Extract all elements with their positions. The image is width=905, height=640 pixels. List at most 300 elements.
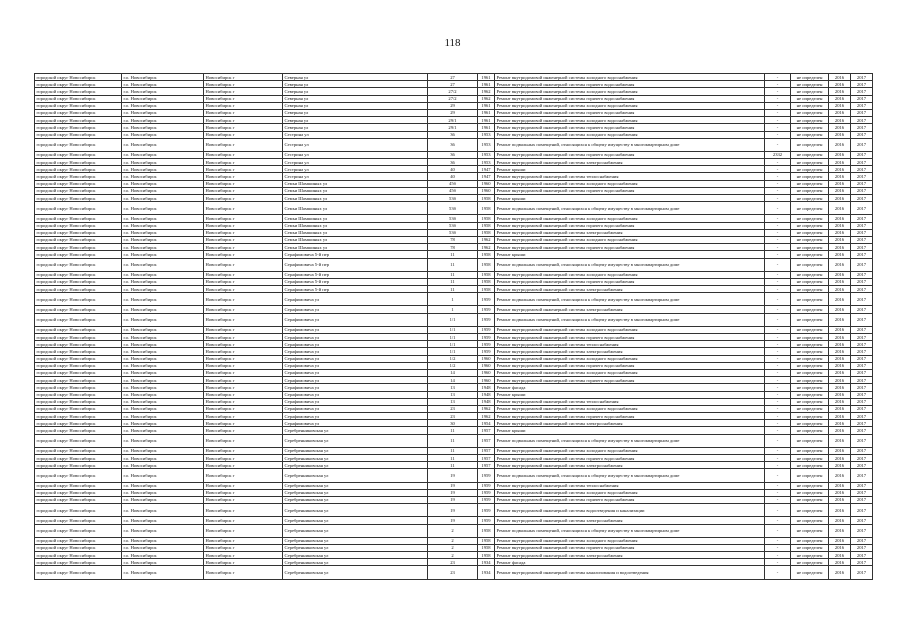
cell-locality: Новосибирск г: [204, 369, 283, 376]
cell-cost: не определен: [791, 469, 829, 482]
cell-municipality: городской округ Новосибирск: [35, 251, 122, 258]
cell-municipality: городской округ Новосибирск: [35, 434, 122, 447]
cell-urban-district: г.о. Новосибирск: [122, 180, 204, 187]
cell-year-end: 2017: [851, 313, 873, 326]
cell-work-type: Ремонт фасада: [495, 559, 765, 566]
cell-house-number: 11: [428, 447, 478, 454]
cell-year-end: 2017: [851, 537, 873, 544]
cell-cost: не определен: [791, 88, 829, 95]
cell-area: -: [765, 413, 791, 420]
cell-street: Сестрина ул: [283, 151, 428, 158]
cell-year-start: 2016: [829, 215, 851, 222]
cell-year-end: 2017: [851, 109, 873, 116]
cell-work-type: Ремонт внутридомовой инженерной системы горячего водоснабжения: [495, 362, 765, 369]
cell-municipality: городской округ Новосибирск: [35, 355, 122, 362]
cell-locality: Новосибирск г: [204, 229, 283, 236]
cell-year-end: 2017: [851, 306, 873, 313]
cell-year-start: 2016: [829, 504, 851, 517]
table-row: [35, 244, 873, 251]
table-row: [35, 413, 873, 420]
cell-year-start: 2016: [829, 334, 851, 341]
table-row: [35, 131, 873, 138]
cell-house-number: 11: [428, 258, 478, 271]
cell-work-type: Ремонт внутридомовой инженерной системы горячего водоснабжения: [495, 334, 765, 341]
cell-street: Серебренниковская ул: [283, 537, 428, 544]
cell-build-year: 1957: [478, 462, 495, 469]
cell-year-start: 2016: [829, 180, 851, 187]
cell-area: -: [765, 489, 791, 496]
cell-year-start: 2016: [829, 524, 851, 537]
cell-municipality: городской округ Новосибирск: [35, 95, 122, 102]
cell-cost: не определен: [791, 258, 829, 271]
cell-cost: не определен: [791, 462, 829, 469]
cell-urban-district: г.о. Новосибирск: [122, 377, 204, 384]
cell-build-year: 1959: [478, 348, 495, 355]
cell-area: -: [765, 293, 791, 306]
cell-cost: не определен: [791, 391, 829, 398]
cell-area: -: [765, 74, 791, 81]
cell-house-number: 23: [428, 559, 478, 566]
cell-year-start: 2016: [829, 391, 851, 398]
cell-street: Серебренниковская ул: [283, 469, 428, 482]
cell-year-end: 2017: [851, 496, 873, 503]
cell-urban-district: г.о. Новосибирск: [122, 391, 204, 398]
cell-year-end: 2017: [851, 151, 873, 158]
cell-year-start: 2016: [829, 348, 851, 355]
cell-house-number: 29: [428, 109, 478, 116]
cell-urban-district: г.о. Новосибирск: [122, 341, 204, 348]
cell-year-start: 2016: [829, 278, 851, 285]
cell-municipality: городской округ Новосибирск: [35, 469, 122, 482]
cell-build-year: 1953: [478, 138, 495, 151]
cell-house-number: 45б: [428, 180, 478, 187]
cell-house-number: 11: [428, 455, 478, 462]
cell-area: -: [765, 355, 791, 362]
cell-municipality: городской округ Новосибирск: [35, 138, 122, 151]
cell-municipality: городской округ Новосибирск: [35, 195, 122, 202]
cell-cost: не определен: [791, 334, 829, 341]
cell-cost: не определен: [791, 420, 829, 427]
cell-street: Серебренниковская ул: [283, 434, 428, 447]
cell-year-end: 2017: [851, 552, 873, 559]
cell-street: Семьи Шамшиных ул: [283, 244, 428, 251]
cell-cost: не определен: [791, 355, 829, 362]
cell-street: Серебренниковская ул: [283, 552, 428, 559]
cell-year-start: 2016: [829, 552, 851, 559]
cell-year-start: 2016: [829, 496, 851, 503]
cell-build-year: 1959: [478, 306, 495, 313]
cell-build-year: 1953: [478, 131, 495, 138]
cell-cost: не определен: [791, 552, 829, 559]
table-row: [35, 559, 873, 566]
cell-house-number: 19: [428, 469, 478, 482]
cell-area: -: [765, 566, 791, 579]
cell-urban-district: г.о. Новосибирск: [122, 81, 204, 88]
table-row: [35, 362, 873, 369]
cell-work-type: Ремонт подвальных помещений, относящихся к общему имуществу в многоквартирном доме: [495, 469, 765, 482]
cell-build-year: 1959: [478, 496, 495, 503]
cell-cost: не определен: [791, 229, 829, 236]
table-row: [35, 326, 873, 333]
cell-year-start: 2016: [829, 566, 851, 579]
cell-urban-district: г.о. Новосибирск: [122, 251, 204, 258]
cell-locality: Новосибирск г: [204, 173, 283, 180]
cell-area: 2332: [765, 151, 791, 158]
cell-year-end: 2017: [851, 517, 873, 524]
cell-year-start: 2016: [829, 462, 851, 469]
table-row: [35, 88, 873, 95]
cell-cost: не определен: [791, 117, 829, 124]
cell-cost: не определен: [791, 151, 829, 158]
cell-year-end: 2017: [851, 566, 873, 579]
cell-work-type: Ремонт крыши: [495, 166, 765, 173]
cell-municipality: городской округ Новосибирск: [35, 215, 122, 222]
cell-build-year: 1958: [478, 286, 495, 293]
cell-municipality: городской округ Новосибирск: [35, 482, 122, 489]
cell-year-end: 2017: [851, 236, 873, 243]
cell-area: -: [765, 362, 791, 369]
cell-cost: не определен: [791, 362, 829, 369]
cell-work-type: Ремонт внутридомовой инженерной системы горячего водоснабжения: [495, 124, 765, 131]
cell-work-type: Ремонт внутридомовой инженерной системы холодного водоснабжения: [495, 88, 765, 95]
cell-work-type: Ремонт подвальных помещений, относящихся к общему имуществу в многоквартирном доме: [495, 202, 765, 215]
cell-work-type: Ремонт внутридомовой инженерной системы горячего водоснабжения: [495, 244, 765, 251]
table-row: [35, 341, 873, 348]
cell-locality: Новосибирск г: [204, 74, 283, 81]
cell-cost: не определен: [791, 124, 829, 131]
cell-house-number: 23: [428, 405, 478, 412]
cell-house-number: 1: [428, 293, 478, 306]
cell-area: -: [765, 326, 791, 333]
cell-locality: Новосибирск г: [204, 420, 283, 427]
cell-house-number: 1/1: [428, 326, 478, 333]
cell-year-start: 2016: [829, 398, 851, 405]
cell-build-year: 1962: [478, 405, 495, 412]
table-row: [35, 489, 873, 496]
cell-cost: не определен: [791, 377, 829, 384]
cell-build-year: 1958: [478, 251, 495, 258]
cell-cost: не определен: [791, 195, 829, 202]
cell-work-type: Ремонт внутридомовой инженерной системы горячего водоснабжения: [495, 81, 765, 88]
cell-street: Серафимовича ул: [283, 355, 428, 362]
cell-build-year: 1958: [478, 215, 495, 222]
cell-municipality: городской округ Новосибирск: [35, 180, 122, 187]
table-row: [35, 405, 873, 412]
cell-year-start: 2016: [829, 88, 851, 95]
cell-house-number: 23: [428, 413, 478, 420]
cell-street: Серафимовича ул: [283, 384, 428, 391]
cell-municipality: городской округ Новосибирск: [35, 187, 122, 194]
cell-area: -: [765, 427, 791, 434]
cell-urban-district: г.о. Новосибирск: [122, 124, 204, 131]
cell-locality: Новосибирск г: [204, 434, 283, 447]
cell-urban-district: г.о. Новосибирск: [122, 504, 204, 517]
cell-locality: Новосибирск г: [204, 244, 283, 251]
cell-house-number: 11: [428, 462, 478, 469]
cell-year-end: 2017: [851, 455, 873, 462]
cell-year-start: 2016: [829, 151, 851, 158]
cell-build-year: 1958: [478, 271, 495, 278]
cell-year-end: 2017: [851, 405, 873, 412]
cell-cost: не определен: [791, 109, 829, 116]
cell-year-end: 2017: [851, 341, 873, 348]
cell-build-year: 1947: [478, 166, 495, 173]
table-row: [35, 369, 873, 376]
table-row: [35, 355, 873, 362]
cell-area: -: [765, 306, 791, 313]
cell-urban-district: г.о. Новосибирск: [122, 369, 204, 376]
cell-build-year: 1962: [478, 95, 495, 102]
cell-area: -: [765, 504, 791, 517]
table-row: [35, 215, 873, 222]
cell-cost: не определен: [791, 544, 829, 551]
cell-house-number: 36: [428, 131, 478, 138]
cell-build-year: 1962: [478, 244, 495, 251]
cell-work-type: Ремонт внутридомовой инженерной системы холодного водоснабжения: [495, 215, 765, 222]
cell-year-end: 2017: [851, 427, 873, 434]
cell-municipality: городской округ Новосибирск: [35, 552, 122, 559]
cell-municipality: городской округ Новосибирск: [35, 504, 122, 517]
cell-street: Серебренниковская ул: [283, 524, 428, 537]
cell-area: -: [765, 420, 791, 427]
cell-municipality: городской округ Новосибирск: [35, 88, 122, 95]
cell-street: Серебренниковская ул: [283, 544, 428, 551]
cell-build-year: 1959: [478, 313, 495, 326]
table-row: [35, 482, 873, 489]
cell-house-number: 40: [428, 173, 478, 180]
cell-year-start: 2016: [829, 187, 851, 194]
table-row: [35, 195, 873, 202]
cell-build-year: 1958: [478, 258, 495, 271]
cell-street: Семьи Шамшиных ул: [283, 202, 428, 215]
cell-work-type: Ремонт внутридомовой инженерной системы электроснабжения: [495, 462, 765, 469]
cell-house-number: 45б: [428, 187, 478, 194]
cell-year-end: 2017: [851, 187, 873, 194]
cell-urban-district: г.о. Новосибирск: [122, 384, 204, 391]
cell-year-start: 2016: [829, 469, 851, 482]
cell-urban-district: г.о. Новосибирск: [122, 195, 204, 202]
cell-urban-district: г.о. Новосибирск: [122, 559, 204, 566]
cell-house-number: 1/1: [428, 341, 478, 348]
cell-municipality: городской округ Новосибирск: [35, 377, 122, 384]
cell-work-type: Ремонт внутридомовой инженерной системы холодного водоснабжения: [495, 74, 765, 81]
cell-area: -: [765, 455, 791, 462]
cell-year-start: 2016: [829, 159, 851, 166]
cell-house-number: 19: [428, 489, 478, 496]
cell-area: -: [765, 482, 791, 489]
cell-area: -: [765, 173, 791, 180]
cell-area: -: [765, 117, 791, 124]
table-row: [35, 447, 873, 454]
cell-cost: не определен: [791, 313, 829, 326]
cell-street: Серебренниковская ул: [283, 504, 428, 517]
cell-area: -: [765, 405, 791, 412]
cell-year-end: 2017: [851, 524, 873, 537]
table-row: [35, 202, 873, 215]
cell-area: -: [765, 202, 791, 215]
cell-area: -: [765, 180, 791, 187]
cell-year-end: 2017: [851, 180, 873, 187]
cell-urban-district: г.о. Новосибирск: [122, 455, 204, 462]
cell-urban-district: г.о. Новосибирск: [122, 88, 204, 95]
cell-year-start: 2016: [829, 355, 851, 362]
cell-build-year: 1961: [478, 74, 495, 81]
cell-year-end: 2017: [851, 159, 873, 166]
cell-house-number: 2: [428, 537, 478, 544]
cell-municipality: городской округ Новосибирск: [35, 159, 122, 166]
cell-build-year: 1958: [478, 278, 495, 285]
cell-municipality: городской округ Новосибирск: [35, 326, 122, 333]
table-row: [35, 434, 873, 447]
cell-locality: Новосибирск г: [204, 517, 283, 524]
cell-build-year: 1953: [478, 151, 495, 158]
cell-urban-district: г.о. Новосибирск: [122, 405, 204, 412]
cell-urban-district: г.о. Новосибирск: [122, 334, 204, 341]
cell-year-end: 2017: [851, 544, 873, 551]
cell-municipality: городской округ Новосибирск: [35, 369, 122, 376]
table-row: [35, 271, 873, 278]
table-row: [35, 222, 873, 229]
cell-area: -: [765, 469, 791, 482]
cell-municipality: городской округ Новосибирск: [35, 489, 122, 496]
cell-build-year: 1960: [478, 369, 495, 376]
cell-urban-district: г.о. Новосибирск: [122, 117, 204, 124]
cell-house-number: 11: [428, 278, 478, 285]
cell-build-year: 1948: [478, 398, 495, 405]
cell-municipality: городской округ Новосибирск: [35, 173, 122, 180]
cell-year-end: 2017: [851, 95, 873, 102]
cell-locality: Новосибирск г: [204, 334, 283, 341]
cell-year-start: 2016: [829, 313, 851, 326]
table-row: [35, 187, 873, 194]
cell-municipality: городской округ Новосибирск: [35, 391, 122, 398]
cell-work-type: Ремонт подвальных помещений, относящихся к общему имуществу в многоквартирном доме: [495, 434, 765, 447]
cell-urban-district: г.о. Новосибирск: [122, 482, 204, 489]
cell-urban-district: г.о. Новосибирск: [122, 244, 204, 251]
cell-work-type: Ремонт внутридомовой инженерной системы горячего водоснабжения: [495, 377, 765, 384]
cell-house-number: 19: [428, 496, 478, 503]
cell-locality: Новосибирск г: [204, 455, 283, 462]
cell-urban-district: г.о. Новосибирск: [122, 236, 204, 243]
cell-locality: Новосибирск г: [204, 306, 283, 313]
cell-municipality: городской округ Новосибирск: [35, 362, 122, 369]
cell-year-start: 2016: [829, 559, 851, 566]
table-row: [35, 384, 873, 391]
cell-municipality: городской округ Новосибирск: [35, 236, 122, 243]
cell-year-end: 2017: [851, 447, 873, 454]
cell-municipality: городской округ Новосибирск: [35, 271, 122, 278]
cell-cost: не определен: [791, 222, 829, 229]
cell-work-type: Ремонт внутридомовой инженерной системы электроснабжения: [495, 306, 765, 313]
cell-municipality: городской округ Новосибирск: [35, 74, 122, 81]
cell-year-end: 2017: [851, 166, 873, 173]
cell-house-number: 2: [428, 544, 478, 551]
cell-street: Серафимовича ул: [283, 362, 428, 369]
cell-work-type: Ремонт внутридомовой инженерной системы холодного водоснабжения: [495, 355, 765, 362]
cell-cost: не определен: [791, 251, 829, 258]
cell-area: -: [765, 131, 791, 138]
cell-house-number: 40: [428, 166, 478, 173]
cell-locality: Новосибирск г: [204, 222, 283, 229]
cell-area: -: [765, 377, 791, 384]
cell-cost: не определен: [791, 244, 829, 251]
cell-work-type: Ремонт внутридомовой инженерной системы горячего водоснабжения: [495, 496, 765, 503]
cell-house-number: 36: [428, 138, 478, 151]
table-row: [35, 229, 873, 236]
cell-municipality: городской округ Новосибирск: [35, 398, 122, 405]
cell-cost: не определен: [791, 187, 829, 194]
cell-street: Серебренниковская ул: [283, 455, 428, 462]
cell-urban-district: г.о. Новосибирск: [122, 348, 204, 355]
cell-year-end: 2017: [851, 559, 873, 566]
cell-locality: Новосибирск г: [204, 202, 283, 215]
table-row: [35, 293, 873, 306]
cell-locality: Новосибирск г: [204, 286, 283, 293]
cell-locality: Новосибирск г: [204, 81, 283, 88]
cell-area: -: [765, 286, 791, 293]
cell-street: Серафимовича 5-й пер: [283, 251, 428, 258]
cell-area: -: [765, 95, 791, 102]
cell-house-number: 1/1: [428, 334, 478, 341]
cell-municipality: городской округ Новосибирск: [35, 286, 122, 293]
cell-municipality: городской округ Новосибирск: [35, 420, 122, 427]
cell-urban-district: г.о. Новосибирск: [122, 566, 204, 579]
cell-work-type: Ремонт внутридомовой инженерной системы теплоснабжения: [495, 398, 765, 405]
cell-street: Серафимовича ул: [283, 420, 428, 427]
cell-locality: Новосибирск г: [204, 469, 283, 482]
cell-locality: Новосибирск г: [204, 504, 283, 517]
cell-work-type: Ремонт крыши: [495, 391, 765, 398]
cell-year-start: 2016: [829, 405, 851, 412]
cell-cost: не определен: [791, 566, 829, 579]
cell-urban-district: г.о. Новосибирск: [122, 202, 204, 215]
cell-street: Семьи Шамшиных ул: [283, 222, 428, 229]
cell-year-start: 2016: [829, 489, 851, 496]
cell-build-year: 1960: [478, 180, 495, 187]
cell-area: -: [765, 236, 791, 243]
cell-build-year: 1962: [478, 88, 495, 95]
cell-build-year: 1959: [478, 469, 495, 482]
cell-street: Северная ул: [283, 102, 428, 109]
cell-cost: не определен: [791, 326, 829, 333]
cell-house-number: 2: [428, 524, 478, 537]
cell-locality: Новосибирск г: [204, 258, 283, 271]
cell-urban-district: г.о. Новосибирск: [122, 496, 204, 503]
cell-street: Серафимовича ул: [283, 377, 428, 384]
table-row: [35, 334, 873, 341]
cell-municipality: городской округ Новосибирск: [35, 202, 122, 215]
cell-house-number: 2: [428, 552, 478, 559]
cell-area: -: [765, 102, 791, 109]
cell-municipality: городской округ Новосибирск: [35, 109, 122, 116]
cell-house-number: 14: [428, 369, 478, 376]
cell-year-start: 2016: [829, 517, 851, 524]
cell-year-end: 2017: [851, 278, 873, 285]
cell-locality: Новосибирск г: [204, 524, 283, 537]
cell-street: Сестрина ул: [283, 173, 428, 180]
table-row: [35, 462, 873, 469]
cell-year-end: 2017: [851, 173, 873, 180]
cell-cost: не определен: [791, 74, 829, 81]
cell-urban-district: г.о. Новосибирск: [122, 469, 204, 482]
cell-street: Северная ул: [283, 81, 428, 88]
cell-year-start: 2016: [829, 377, 851, 384]
table-row: [35, 552, 873, 559]
cell-house-number: 78: [428, 236, 478, 243]
cell-area: -: [765, 109, 791, 116]
cell-street: Серафимовича ул: [283, 293, 428, 306]
cell-municipality: городской округ Новосибирск: [35, 544, 122, 551]
